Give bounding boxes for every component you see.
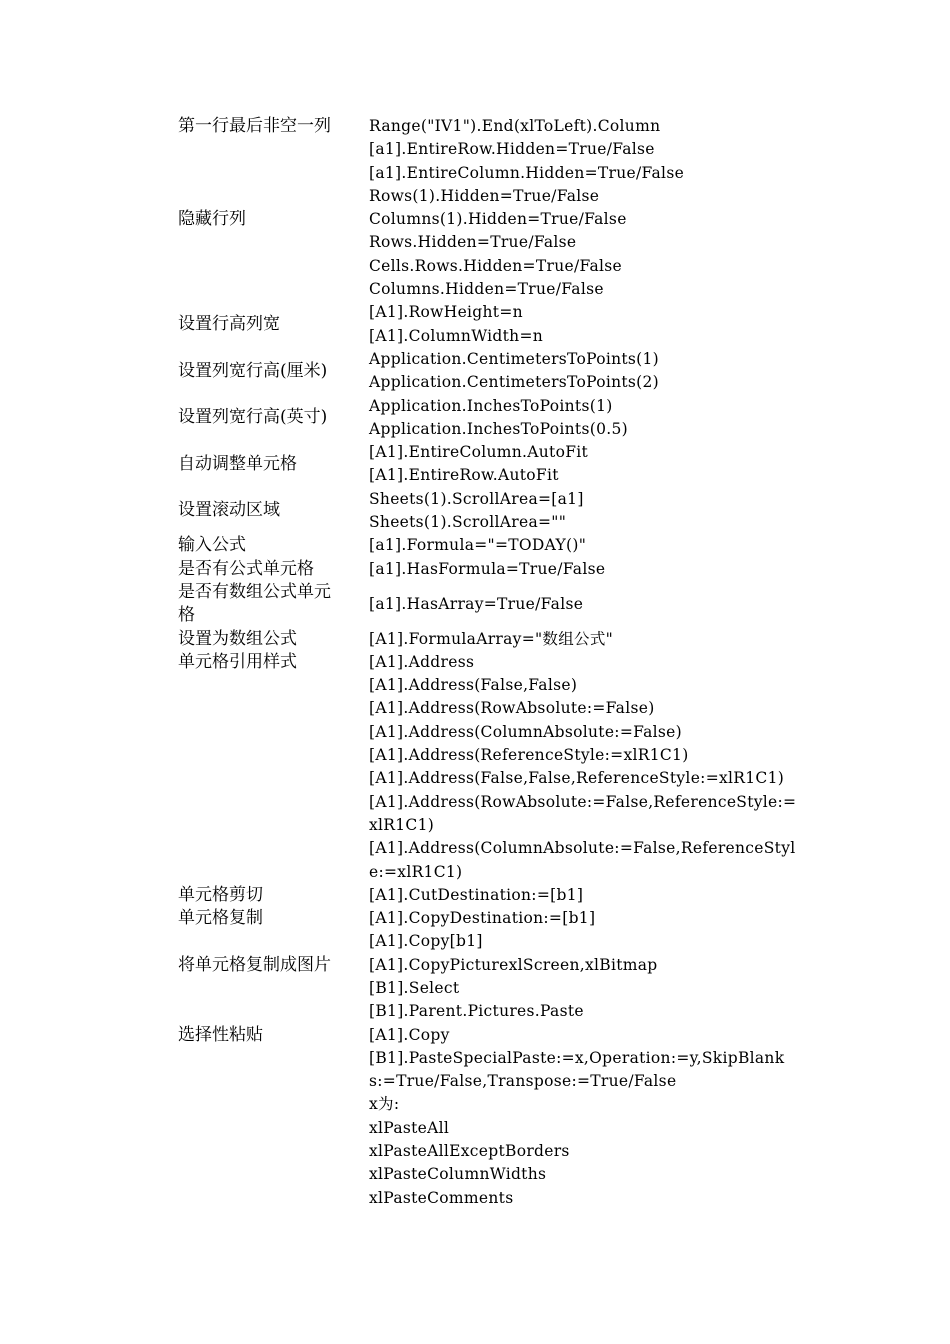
code-line: Application.CentimetersToPoints(1) bbox=[369, 349, 660, 368]
code-line: [B1].PasteSpecialPaste:=x,Operation:=y,SkipBlank bbox=[369, 1048, 785, 1067]
code-line: [A1].Copy[b1] bbox=[369, 932, 483, 951]
code-line: xlPasteAll bbox=[369, 1118, 450, 1137]
code-line: [A1].Address(ReferenceStyle:=xlR1C1) bbox=[369, 746, 689, 765]
entry-code-block bbox=[369, 558, 838, 581]
code-line: s:=True/False,Transpose:=True/False bbox=[369, 1072, 677, 1091]
code-line: xlPasteComments bbox=[369, 1188, 514, 1207]
entry-label: 设置行高列宽 bbox=[178, 314, 280, 335]
code-line: xlPasteColumnWidths bbox=[369, 1165, 547, 1184]
code-line: Sheets(1).ScrollArea="" bbox=[369, 513, 567, 532]
entry-label: 隐藏行列 bbox=[178, 209, 246, 230]
code-line: xlPasteAllExceptBorders bbox=[369, 1142, 570, 1161]
entry-formula-array bbox=[178, 628, 838, 651]
entry-code-block bbox=[369, 628, 838, 651]
entry-input-formula bbox=[178, 534, 838, 557]
entry-label: 将单元格复制成图片 bbox=[178, 954, 331, 975]
code-line: Cells.Rows.Hidden=True/False bbox=[369, 256, 622, 275]
entry-reference-style bbox=[178, 651, 838, 884]
entry-code-block bbox=[369, 884, 838, 907]
entry-code-block bbox=[369, 534, 838, 557]
code-line: [A1].EntireColumn.AutoFit bbox=[369, 443, 589, 462]
entry-code-block bbox=[369, 954, 838, 1024]
code-line: xlR1C1) bbox=[369, 815, 435, 834]
entry-code-block bbox=[369, 907, 838, 954]
entry-size-inches bbox=[178, 395, 838, 442]
entry-label: 单元格剪切 bbox=[178, 884, 263, 905]
code-line: [A1].RowHeight=n bbox=[369, 303, 523, 322]
entry-code-block bbox=[369, 348, 838, 395]
entry-code-block bbox=[369, 651, 838, 884]
code-line: [A1].CopyPicturexlScreen,xlBitmap bbox=[369, 955, 658, 974]
entry-code-block bbox=[369, 441, 838, 488]
entry-code-block bbox=[369, 395, 838, 442]
code-line: [a1].HasArray=True/False bbox=[369, 594, 584, 613]
entry-label: 设置滚动区域 bbox=[178, 500, 280, 521]
code-line: [A1].Address(RowAbsolute:=False) bbox=[369, 699, 655, 718]
code-line: Application.CentimetersToPoints(2) bbox=[369, 373, 660, 392]
entry-copy-picture bbox=[178, 954, 838, 1024]
code-line: e:=xlR1C1) bbox=[369, 862, 463, 881]
code-line: [A1].Address(ColumnAbsolute:=False,ReferenceStyl bbox=[369, 839, 796, 858]
entry-has-array bbox=[178, 581, 838, 628]
entry-scroll-area bbox=[178, 488, 838, 535]
code-line: [A1].Address bbox=[369, 652, 475, 671]
entry-code-block bbox=[369, 115, 838, 138]
code-line: x为: bbox=[369, 1095, 400, 1114]
code-line: [a1].Formula="=TODAY()" bbox=[369, 536, 587, 555]
entry-paste-special bbox=[178, 1024, 838, 1210]
entry-code-block bbox=[369, 301, 838, 348]
entry-label: 是否有公式单元格 bbox=[178, 558, 314, 579]
code-line: [A1].Address(ColumnAbsolute:=False) bbox=[369, 722, 682, 741]
entry-code-block bbox=[369, 1024, 838, 1210]
code-line: Application.InchesToPoints(1) bbox=[369, 396, 613, 415]
code-line: [A1].Address(RowAbsolute:=False,ReferenceStyle:= bbox=[369, 792, 797, 811]
entry-cut bbox=[178, 884, 838, 907]
entry-has-formula bbox=[178, 558, 838, 581]
code-line: [A1].FormulaArray="数组公式" bbox=[369, 629, 614, 648]
entry-copy bbox=[178, 907, 838, 954]
code-line: Sheets(1).ScrollArea=[a1] bbox=[369, 489, 584, 508]
code-line: [B1].Parent.Pictures.Paste bbox=[369, 1002, 584, 1021]
document-page bbox=[178, 115, 838, 1210]
entry-hide-rows-columns bbox=[178, 138, 838, 301]
entry-label: 单元格引用样式 bbox=[178, 651, 297, 672]
entry-label: 是否有数组公式单元 格 bbox=[178, 581, 331, 626]
code-line: [a1].EntireColumn.Hidden=True/False bbox=[369, 163, 685, 182]
entry-code-block bbox=[369, 593, 838, 616]
entry-label: 选择性粘贴 bbox=[178, 1024, 263, 1045]
code-line: [A1].Address(False,False) bbox=[369, 676, 578, 695]
code-line: [a1].EntireRow.Hidden=True/False bbox=[369, 140, 655, 159]
code-line: Columns(1).Hidden=True/False bbox=[369, 210, 627, 229]
entry-label: 输入公式 bbox=[178, 535, 246, 556]
entry-last-nonempty-column bbox=[178, 115, 838, 138]
code-line: [A1].EntireRow.AutoFit bbox=[369, 466, 559, 485]
code-line: Rows.Hidden=True/False bbox=[369, 233, 577, 252]
entry-label: 单元格复制 bbox=[178, 908, 263, 929]
code-line: [A1].ColumnWidth=n bbox=[369, 326, 544, 345]
entry-label: 自动调整单元格 bbox=[178, 453, 297, 474]
code-line: [a1].HasFormula=True/False bbox=[369, 559, 606, 578]
code-line: Rows(1).Hidden=True/False bbox=[369, 186, 600, 205]
code-line: [A1].CutDestination:=[b1] bbox=[369, 885, 584, 904]
code-line: [A1].CopyDestination:=[b1] bbox=[369, 909, 596, 928]
entry-row-height-column-width bbox=[178, 301, 838, 348]
code-line: Range("IV1").End(xlToLeft).Column bbox=[369, 117, 661, 135]
code-line: [A1].Copy bbox=[369, 1025, 450, 1044]
entry-label: 设置为数组公式 bbox=[178, 628, 297, 649]
code-line: Application.InchesToPoints(0.5) bbox=[369, 419, 628, 438]
entry-label: 设置列宽行高(英寸) bbox=[178, 407, 328, 428]
entry-code-block bbox=[369, 138, 838, 301]
entry-size-centimeters bbox=[178, 348, 838, 395]
entry-label: 设置列宽行高(厘米) bbox=[178, 360, 328, 381]
entry-label: 第一行最后非空一列 bbox=[178, 116, 331, 136]
entry-autofit bbox=[178, 441, 838, 488]
code-line: [A1].Address(False,False,ReferenceStyle:=xlR1C1) bbox=[369, 769, 785, 788]
entry-code-block bbox=[369, 488, 838, 535]
code-line: Columns.Hidden=True/False bbox=[369, 280, 604, 299]
code-line: [B1].Select bbox=[369, 978, 460, 997]
